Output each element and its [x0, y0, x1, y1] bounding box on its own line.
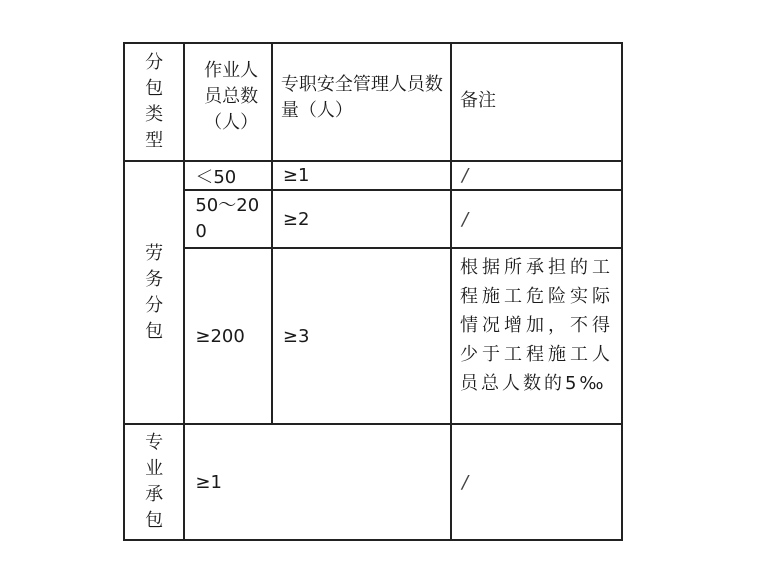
table-row: [124, 248, 622, 424]
header-row: [124, 43, 622, 161]
header-note-label: 备注: [459, 90, 496, 111]
header-total-workers-label: 作业人员总数（人）: [204, 60, 259, 133]
labor-safety-1: ≥1: [272, 161, 451, 190]
table-row: [124, 161, 622, 190]
labor-subcontract-cell: [124, 161, 184, 424]
specialty-safety-value: ≥1: [184, 424, 451, 540]
labor-subcontract-label: 劳务分包: [145, 242, 164, 342]
header-total-workers: [184, 43, 272, 161]
header-subcontract-type: [124, 43, 184, 161]
labor-total-3: ≥200: [184, 248, 272, 424]
table-row: [124, 190, 622, 248]
specialty-contract-cell: [124, 424, 184, 540]
labor-safety-2: ≥2: [272, 190, 451, 248]
table-row: [124, 424, 622, 540]
header-subcontract-type-label: 分包类型: [145, 52, 164, 151]
labor-total-1: ＜50: [184, 161, 272, 190]
labor-note-3: 根据所承担的工程施工危险实际情况增加，不得少于工程施工人员总人数的5‰: [451, 248, 622, 424]
header-safety-staff-label: 专职安全管理人员数量（人）: [280, 74, 443, 121]
labor-total-2: 50～200: [184, 190, 272, 248]
labor-note-2: /: [451, 190, 622, 248]
labor-note-1: /: [451, 161, 622, 190]
header-note: [451, 43, 622, 161]
labor-safety-3: ≥3: [272, 248, 451, 424]
specialty-contract-label: 专业承包: [145, 432, 164, 531]
specialty-note: /: [451, 424, 622, 540]
header-safety-staff: [272, 43, 451, 161]
safety-staff-table: [123, 42, 623, 541]
